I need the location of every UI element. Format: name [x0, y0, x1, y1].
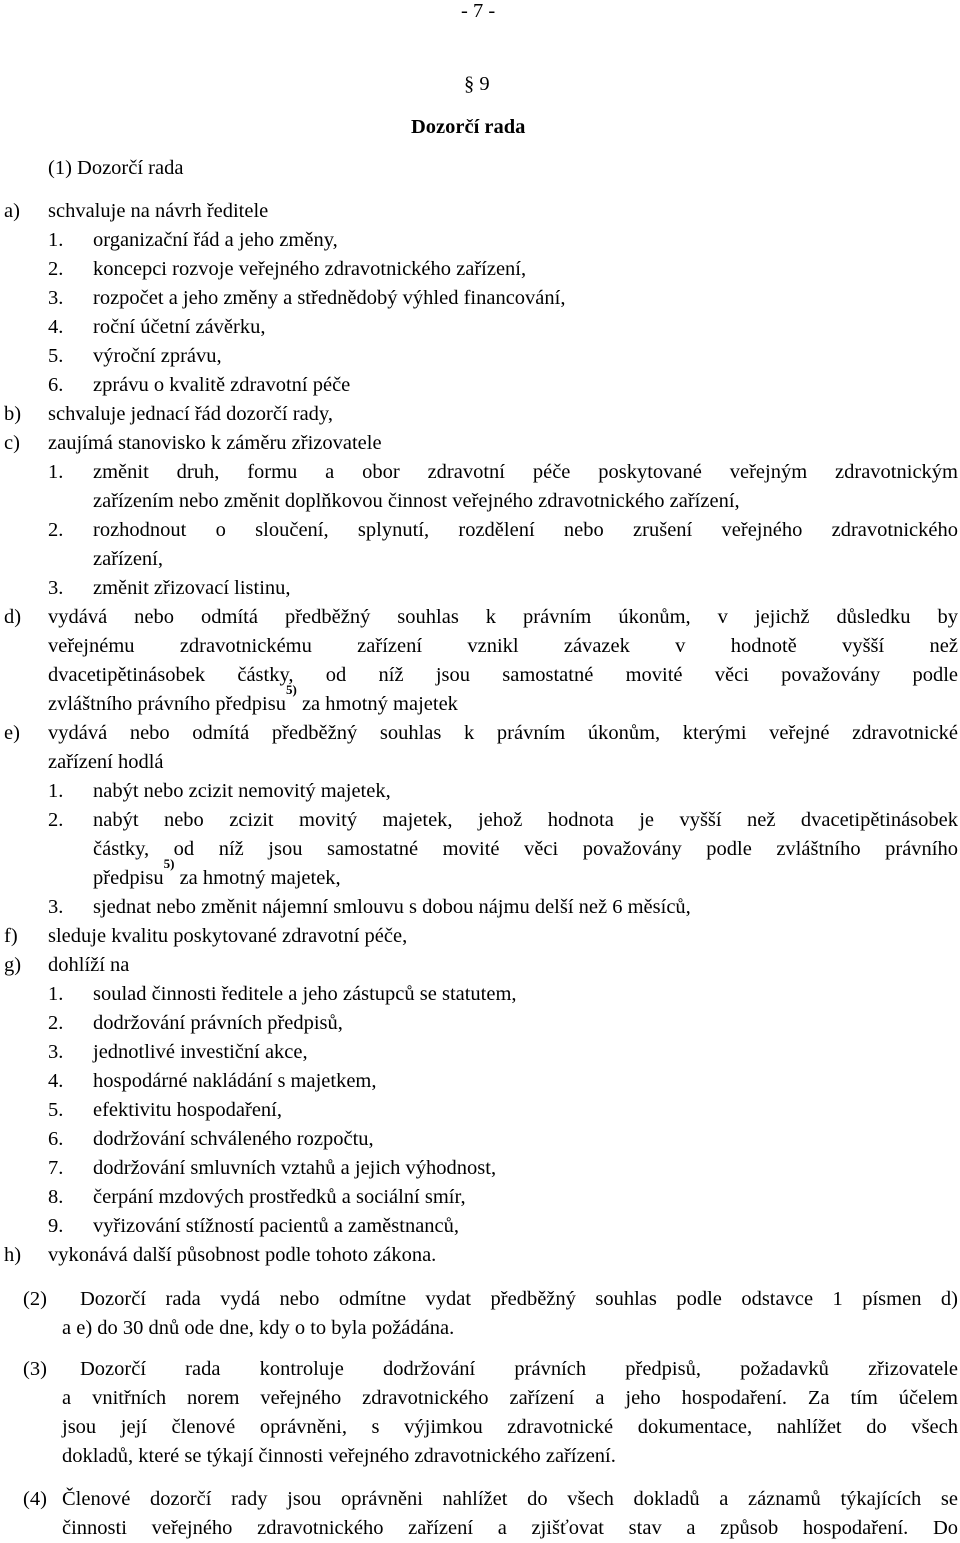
item-g-text: dohlíží na [48, 954, 130, 976]
list-item: změnit zřizovací listinu, [93, 577, 291, 599]
footnote-ref: 5) [163, 856, 175, 871]
item-f-label: f) [4, 925, 18, 947]
item-c-label: c) [4, 432, 20, 454]
paragraph-3-line: Dozorčí rada kontroluje dodržování právních předpisů, požadavků zřizovatele [80, 1358, 958, 1380]
item-e-line: zařízení hodlá [48, 751, 164, 773]
paragraph-4-line: činnosti veřejného zdravotnického zařízení a zjišťovat stav a způsob hospodaření. Do [62, 1517, 958, 1539]
list-item-continuation: částky, od níž jsou samostatné movité věci považovány podle zvláštního právního [93, 838, 958, 860]
item-d-line: veřejnému zdravotnickému zařízení vznikl závazek v hodnotě vyšší než [48, 635, 958, 657]
section-symbol: § 9 [464, 73, 490, 95]
list-item: rozhodnout o sloučení, splynutí, rozdělení nebo zrušení veřejného zdravotnického [93, 519, 958, 541]
list-item: hospodárné nakládání s majetkem, [93, 1070, 377, 1092]
list-item: výroční zprávu, [93, 345, 222, 367]
list-item-number: 4. [48, 316, 64, 338]
item-e-line: vydává nebo odmítá předběžný souhlas k právním úkonům, kterými veřejné zdravotnické [48, 722, 958, 744]
list-item-number: 1. [48, 983, 64, 1005]
list-item-continuation: zařízení, [93, 548, 163, 570]
item-g-label: g) [4, 954, 22, 976]
paragraph-3-line: a vnitřních norem veřejného zdravotnického zařízení a jeho hospodaření. Za tím účelem [62, 1387, 958, 1409]
paragraph-4-label: (4) [23, 1488, 47, 1510]
list-item-number: 3. [48, 577, 64, 599]
list-item-number: 1. [48, 229, 64, 251]
list-item: dodržování smluvních vztahů a jejich výhodnost, [93, 1157, 497, 1179]
item-h-label: h) [4, 1244, 22, 1266]
list-item-number: 5. [48, 1099, 64, 1121]
list-item-number: 1. [48, 461, 64, 483]
list-item-number: 3. [48, 896, 64, 918]
list-item: roční účetní závěrku, [93, 316, 266, 338]
list-item: koncepci rozvoje veřejného zdravotnického zařízení, [93, 258, 527, 280]
list-item-number: 3. [48, 1041, 64, 1063]
paragraph-2-label: (2) [23, 1288, 47, 1310]
list-item: organizační řád a jeho změny, [93, 229, 338, 251]
list-item-number: 6. [48, 374, 64, 396]
list-item: změnit druh, formu a obor zdravotní péče poskytované veřejným zdravotnickým [93, 461, 958, 483]
item-b-label: b) [4, 403, 22, 425]
page-number: - 7 - [461, 0, 496, 22]
paragraph-3-label: (3) [23, 1358, 47, 1380]
paragraph-3-line: dokladů, které se týkají činnosti veřejného zdravotnického zařízení. [62, 1445, 616, 1467]
list-item-number: 5. [48, 345, 64, 367]
list-item: vyřizování stížností pacientů a zaměstnanců, [93, 1215, 460, 1237]
list-item: nabýt nebo zcizit nemovitý majetek, [93, 780, 391, 802]
list-item: dodržování právních předpisů, [93, 1012, 343, 1034]
list-item: zprávu o kvalitě zdravotní péče [93, 374, 351, 396]
list-item-number: 4. [48, 1070, 64, 1092]
list-item-number: 6. [48, 1128, 64, 1150]
item-e-label: e) [4, 722, 20, 744]
list-item-number: 2. [48, 519, 64, 541]
paragraph-3-line: jsou její členové oprávněni, s výjimkou zdravotnické dokumentace, nahlížet do všech [62, 1416, 958, 1438]
item-d-line: dvacetipětinásobek částky, od níž jsou samostatné movité věci považovány podle [48, 664, 958, 686]
item-d-line: zvláštního právního předpisu$^{5)}$ za hmotný majetek [48, 682, 458, 715]
item-a-text: schvaluje na návrh ředitele [48, 200, 269, 222]
list-item: nabýt nebo zcizit movitý majetek, jehož hodnota je vyšší než dvacetipětinásobek [93, 809, 958, 831]
paragraph-1-intro: (1) Dozorčí rada [48, 157, 184, 179]
list-item: dodržování schváleného rozpočtu, [93, 1128, 374, 1150]
list-item-number: 2. [48, 1012, 64, 1034]
list-item-number: 2. [48, 258, 64, 280]
list-item-number: 7. [48, 1157, 64, 1179]
paragraph-2-line: Dozorčí rada vydá nebo odmítne vydat předběžný souhlas podle odstavce 1 písmen d) [80, 1288, 958, 1310]
paragraph-4-line: Členové dozorčí rady jsou oprávněni nahlížet do všech dokladů a záznamů týkajících se [62, 1488, 958, 1510]
item-h-text: vykonává další působnost podle tohoto zákona. [48, 1244, 437, 1266]
list-item-continuation: zařízením nebo změnit doplňkovou činnost veřejného zdravotnického zařízení, [93, 490, 740, 512]
list-item-number: 1. [48, 780, 64, 802]
item-a-label: a) [4, 200, 20, 222]
item-f-text: sleduje kvalitu poskytované zdravotní péče, [48, 925, 408, 947]
list-item-number: 3. [48, 287, 64, 309]
list-item: čerpání mzdových prostředků a sociální smír, [93, 1186, 466, 1208]
list-item: efektivitu hospodaření, [93, 1099, 283, 1121]
item-b-text: schvaluje jednací řád dozorčí rady, [48, 403, 333, 425]
list-item-number: 8. [48, 1186, 64, 1208]
list-item-number: 2. [48, 809, 64, 831]
section-title: Dozorčí rada [411, 116, 526, 138]
list-item: rozpočet a jeho změny a střednědobý výhled financování, [93, 287, 566, 309]
item-d-label: d) [4, 606, 22, 628]
item-d-line: vydává nebo odmítá předběžný souhlas k právním úkonům, v jejichž důsledku by [48, 606, 958, 628]
list-item: jednotlivé investiční akce, [93, 1041, 308, 1063]
list-item-continuation: předpisu$^{5)}$ za hmotný majetek, [93, 856, 341, 889]
item-c-text: zaujímá stanovisko k záměru zřizovatele [48, 432, 382, 454]
list-item: soulad činnosti ředitele a jeho zástupců se statutem, [93, 983, 517, 1005]
list-item-number: 9. [48, 1215, 64, 1237]
paragraph-2-line: a e) do 30 dnů ode dne, kdy o to byla požádána. [62, 1317, 455, 1339]
footnote-ref: 5) [285, 682, 297, 697]
list-item: sjednat nebo změnit nájemní smlouvu s dobou nájmu delší než 6 měsíců, [93, 896, 691, 918]
